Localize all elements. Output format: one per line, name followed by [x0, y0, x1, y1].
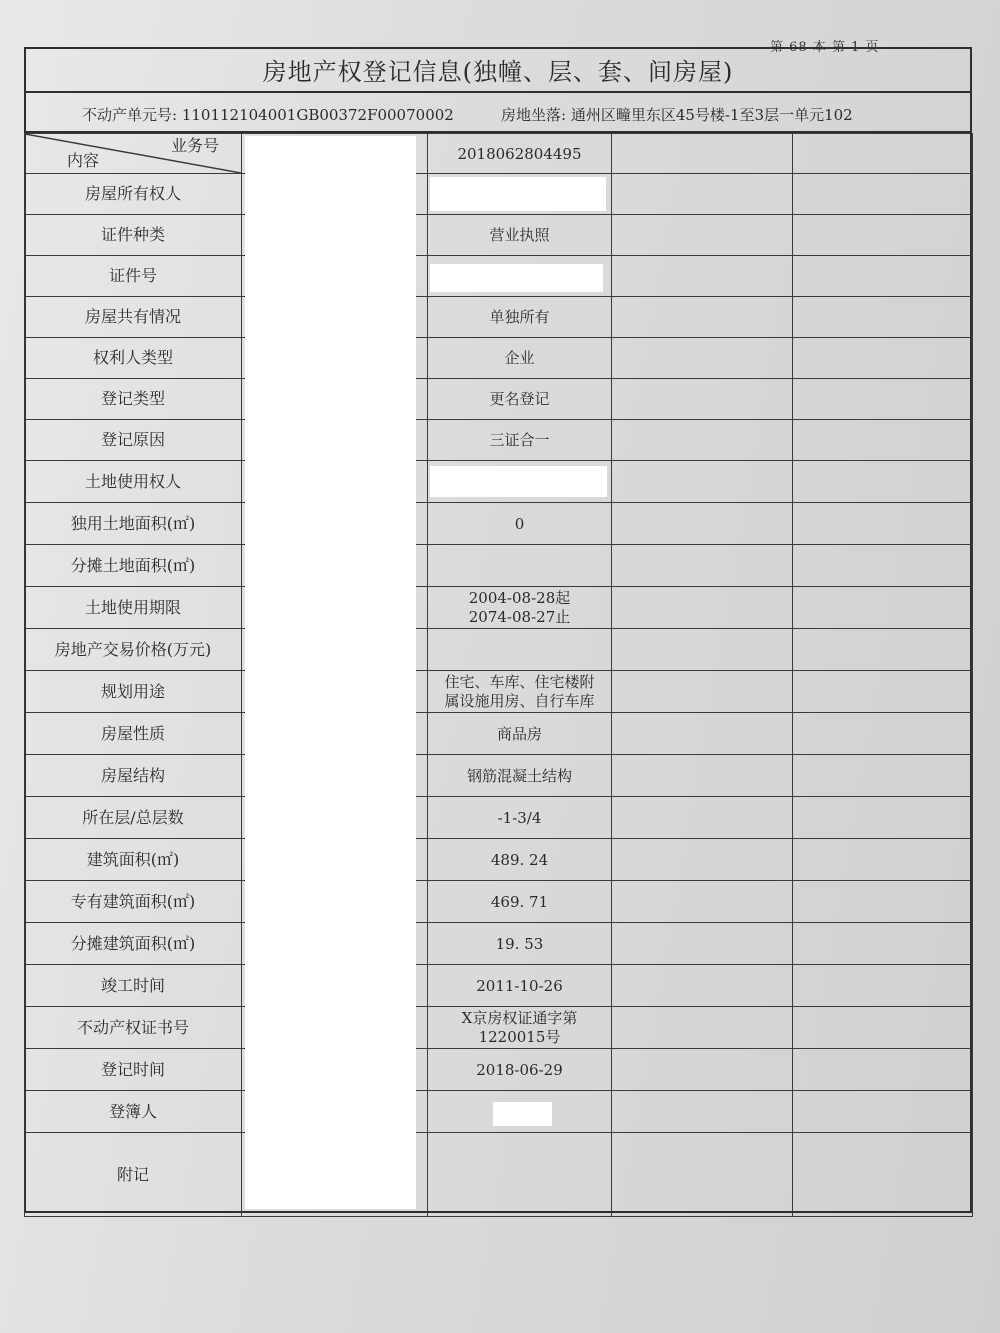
row-value: 单独所有	[428, 297, 612, 338]
redaction-owner-name	[430, 177, 606, 211]
empty-cell	[612, 671, 793, 713]
empty-cell	[793, 839, 973, 881]
table-header-row	[25, 134, 973, 174]
row-value-line: X京房权证通字第	[461, 1008, 578, 1027]
row-label: 不动产权证书号	[25, 1007, 242, 1049]
row-label: 建筑面积(㎡)	[25, 839, 242, 881]
table-row	[25, 755, 973, 797]
table-row	[25, 297, 973, 338]
row-label: 登记时间	[25, 1049, 242, 1091]
empty-cell	[793, 965, 973, 1007]
row-value: 更名登记	[428, 379, 612, 420]
empty-cell	[612, 420, 793, 461]
empty-cell	[612, 839, 793, 881]
empty-cell	[793, 671, 973, 713]
empty-cell	[793, 797, 973, 839]
row-label: 房屋共有情况	[25, 297, 242, 338]
empty-cell	[612, 545, 793, 587]
table-row	[25, 797, 973, 839]
empty-cell	[793, 755, 973, 797]
empty-cell	[612, 755, 793, 797]
row-value: 469. 71	[428, 881, 612, 923]
table-row	[25, 379, 973, 420]
row-label: 所在层/总层数	[25, 797, 242, 839]
empty-cell	[793, 338, 973, 379]
row-value: 企业	[428, 338, 612, 379]
empty-cell	[612, 923, 793, 965]
redaction-id-number	[430, 264, 603, 292]
empty-cell	[793, 713, 973, 755]
row-value-line: 住宅、车库、住宅楼附	[444, 672, 595, 691]
row-value: 商品房	[428, 713, 612, 755]
row-label: 登簿人	[25, 1091, 242, 1133]
row-value: 营业执照	[428, 215, 612, 256]
row-label: 证件种类	[25, 215, 242, 256]
empty-cell	[612, 503, 793, 545]
row-label: 土地使用权人	[25, 461, 242, 503]
empty-cell	[793, 297, 973, 338]
row-value-line: 2074-08-27止	[468, 607, 571, 626]
empty-cell	[612, 174, 793, 215]
table-row	[25, 713, 973, 755]
row-value: -1-3/4	[428, 797, 612, 839]
empty-cell	[793, 923, 973, 965]
meta-row	[24, 93, 972, 133]
row-value-line: 属设施用房、自行车库	[444, 691, 595, 710]
empty-cell	[793, 545, 973, 587]
empty-cell	[612, 629, 793, 671]
row-label: 权利人类型	[25, 338, 242, 379]
row-value-multiline	[428, 1007, 612, 1049]
row-label: 登记类型	[25, 379, 242, 420]
row-label: 房地产交易价格(万元)	[25, 629, 242, 671]
row-label: 独用土地面积(㎡)	[25, 503, 242, 545]
empty-cell	[793, 1091, 973, 1133]
empty-cell	[793, 1133, 973, 1217]
table-row	[25, 671, 973, 713]
table-row	[25, 965, 973, 1007]
empty-cell	[612, 587, 793, 629]
row-value-multiline	[428, 671, 612, 713]
table-row	[25, 1049, 973, 1091]
table-row	[25, 420, 973, 461]
empty-cell	[612, 134, 793, 174]
empty-cell	[793, 420, 973, 461]
empty-cell	[793, 1007, 973, 1049]
row-value: 19. 53	[428, 923, 612, 965]
empty-cell	[793, 134, 973, 174]
table-row	[25, 881, 973, 923]
row-label: 土地使用期限	[25, 587, 242, 629]
redaction-registrar	[493, 1102, 552, 1126]
empty-cell	[612, 713, 793, 755]
empty-cell	[612, 297, 793, 338]
table-row	[25, 338, 973, 379]
empty-cell	[793, 629, 973, 671]
property-location: 房地坐落: 通州区疃里东区45号楼-1至3层一单元102	[501, 106, 853, 124]
row-value	[428, 545, 612, 587]
empty-cell	[793, 881, 973, 923]
row-label: 分摊建筑面积(㎡)	[25, 923, 242, 965]
row-label: 附记	[25, 1133, 242, 1217]
unit-number: 不动产单元号: 110112104001GB00372F00070002	[82, 106, 454, 124]
row-value-line: 2004-08-28起	[468, 588, 571, 607]
row-label: 竣工时间	[25, 965, 242, 1007]
table-row	[25, 839, 973, 881]
empty-cell	[612, 461, 793, 503]
row-label: 分摊土地面积(㎡)	[25, 545, 242, 587]
empty-cell	[612, 1133, 793, 1217]
row-value: 钢筋混凝土结构	[428, 755, 612, 797]
page-number: 第 68 本 第 1 页	[770, 40, 880, 55]
empty-cell	[793, 174, 973, 215]
empty-cell	[612, 1049, 793, 1091]
header-content-label: 内容	[67, 151, 100, 170]
row-label: 规划用途	[25, 671, 242, 713]
row-value	[428, 1133, 612, 1217]
empty-cell	[612, 881, 793, 923]
row-value: 2011-10-26	[428, 965, 612, 1007]
empty-cell	[612, 256, 793, 297]
empty-cell	[793, 256, 973, 297]
empty-cell	[793, 461, 973, 503]
row-value: 2018-06-29	[428, 1049, 612, 1091]
table-row	[25, 545, 973, 587]
empty-cell	[612, 215, 793, 256]
empty-cell	[793, 1049, 973, 1091]
empty-cell	[612, 1007, 793, 1049]
redaction-land-user	[430, 466, 607, 497]
row-value: 0	[428, 503, 612, 545]
row-label: 房屋结构	[25, 755, 242, 797]
table-row	[25, 923, 973, 965]
row-value-multiline	[428, 587, 612, 629]
row-label: 房屋所有权人	[25, 174, 242, 215]
row-value	[428, 629, 612, 671]
empty-cell	[612, 965, 793, 1007]
row-value-line: 1220015号	[478, 1027, 561, 1046]
empty-cell	[793, 215, 973, 256]
table-row	[25, 1007, 973, 1049]
diagonal-header-cell	[25, 134, 242, 174]
empty-cell	[612, 379, 793, 420]
empty-cell	[612, 338, 793, 379]
row-value: 489. 24	[428, 839, 612, 881]
empty-cell	[793, 503, 973, 545]
table-row	[25, 629, 973, 671]
table-row	[25, 1133, 973, 1217]
row-label: 登记原因	[25, 420, 242, 461]
header-business-no-label: 业务号	[170, 136, 219, 155]
empty-cell	[612, 1091, 793, 1133]
row-label: 专有建筑面积(㎡)	[25, 881, 242, 923]
table-row	[25, 503, 973, 545]
row-label: 证件号	[25, 256, 242, 297]
empty-cell	[612, 797, 793, 839]
empty-cell	[793, 379, 973, 420]
empty-cell	[793, 587, 973, 629]
registration-table	[24, 133, 973, 1217]
row-value: 三证合一	[428, 420, 612, 461]
table-row	[25, 215, 973, 256]
form-title: 房地产权登记信息(独幢、层、套、间房屋)	[24, 47, 972, 93]
table-row	[25, 587, 973, 629]
business-number: 2018062804495	[428, 134, 612, 174]
row-label: 房屋性质	[25, 713, 242, 755]
redaction-owner-column	[245, 136, 416, 1209]
